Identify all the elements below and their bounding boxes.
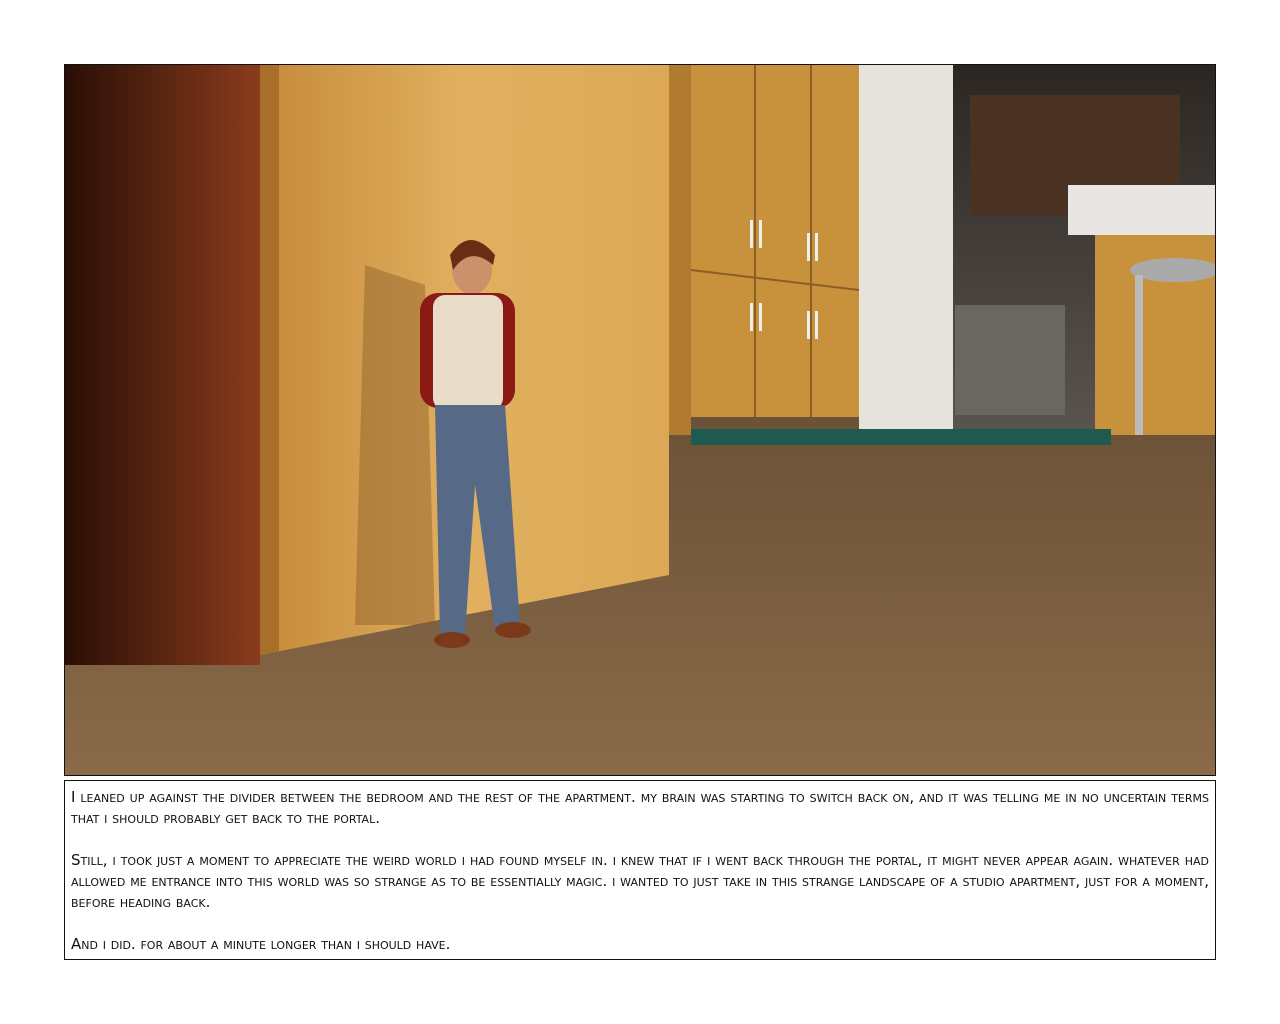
red-wall	[65, 65, 260, 665]
apartment-scene-illustration	[65, 65, 1215, 775]
caption-box	[64, 780, 1216, 960]
rug	[691, 429, 1111, 445]
counter	[1068, 185, 1215, 235]
caption-paragraph: I leaned up against the divider between the bedroom and the rest of the apartment. my brain was starting to switch back on, and it was telling me in no uncertain terms that i should probably get back to the portal.	[71, 788, 1209, 827]
white-wall	[859, 65, 953, 429]
cabinets	[691, 65, 859, 417]
caption-paragraph: Still, i took just a moment to appreciate the weird world i had found myself in. i knew that if i went back through the portal, it might never appear again. whatever had allowed me entrance into this world was so strange as to be essentially magic. i wanted to just take in this strange landscape of a studio apartment, just for a moment, before heading back.	[71, 851, 1209, 911]
comic-panel	[64, 64, 1216, 776]
caption-paragraph: And i did. for about a minute longer than i should have.	[71, 935, 451, 953]
